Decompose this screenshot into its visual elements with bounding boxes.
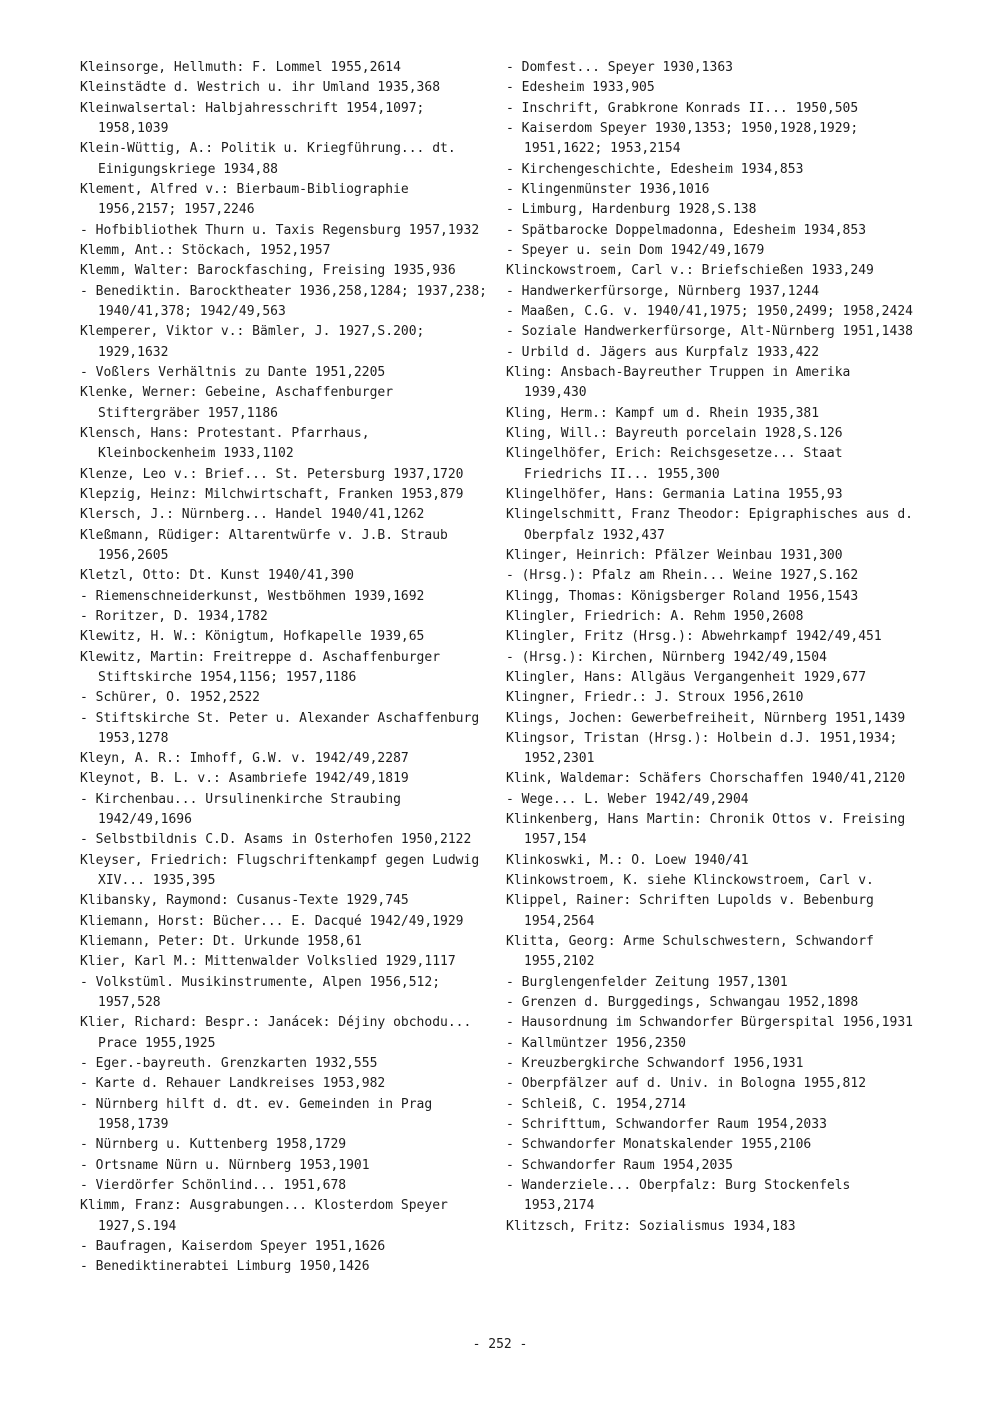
- index-entry: - Stiftskirche St. Peter u. Alexander Aschaffenburg 1953,1278: [80, 710, 480, 746]
- index-entry: Klimm, Franz: Ausgrabungen... Klosterdom Speyer 1927,S.194: [80, 1198, 448, 1234]
- index-entry: - Benediktinerabtei Limburg 1950,1426: [80, 1259, 370, 1275]
- index-entry: Klingsor, Tristan (Hrsg.): Holbein d.J. 1951,1934; 1952,2301: [506, 730, 898, 767]
- index-entry: Klitta, Georg: Arme Schulschwestern, Schwandorf 1955,2102: [506, 934, 874, 970]
- index-column-left: [80, 58, 488, 1278]
- index-entry: Klippel, Rainer: Schriften Lupolds v. Bebenburg 1954,2564: [506, 893, 874, 929]
- index-entry: - Limburg, Hardenburg 1928,S.138: [506, 202, 757, 218]
- index-entry: - Roritzer, D. 1934,1782: [80, 608, 268, 624]
- index-entry: Klingler, Fritz (Hrsg.): Abwehrkampf 1942/49,451: [506, 629, 882, 645]
- index-entry: - Schrifttum, Schwandorfer Raum 1954,2033: [506, 1117, 827, 1133]
- index-entry: - Grenzen d. Burggedings, Schwangau 1952,1898: [506, 995, 859, 1011]
- index-entry: - Maaßen, C.G. v. 1940/41,1975; 1950,2499; 1958,2424: [506, 303, 913, 319]
- index-entry: Kling: Ansbach-Bayreuther Truppen in Amerika 1939,430: [506, 364, 851, 401]
- index-entry: - Edesheim 1933,905: [506, 80, 655, 96]
- index-entry: Klensch, Hans: Protestant. Pfarrhaus, Kleinbockenheim 1933,1102: [80, 425, 370, 462]
- index-entry: - (Hrsg.): Kirchen, Nürnberg 1942/49,1504: [506, 649, 827, 665]
- index-entry: Klier, Richard: Bespr.: Janácek: Déjiny obchodu... Prace 1955,1925: [80, 1015, 472, 1051]
- index-entry: Kleyn, A. R.: Imhoff, G.W. v. 1942/49,2287: [80, 751, 409, 767]
- index-entry: Kling, Herm.: Kampf um d. Rhein 1935,381: [506, 405, 820, 421]
- index-entry: - Selbstbildnis C.D. Asams in Osterhofen 1950,2122: [80, 832, 472, 848]
- index-entry: - Wanderziele... Oberpfalz: Burg Stockenfels 1953,2174: [506, 1178, 851, 1214]
- index-entry: - Riemenschneiderkunst, Westböhmen 1939,1692: [80, 588, 425, 604]
- index-entry: - Kaiserdom Speyer 1930,1353; 1950,1928,1929; 1951,1622; 1953,2154: [506, 120, 859, 157]
- index-entry: - Spätbarocke Doppelmadonna, Edesheim 1934,853: [506, 222, 867, 238]
- index-entry: - Eger.-bayreuth. Grenzkarten 1932,555: [80, 1056, 378, 1072]
- index-entry: Klewitz, Martin: Freitreppe d. Aschaffenburger Stiftskirche 1954,1156; 1957,1186: [80, 649, 441, 685]
- page-number: - 252 -: [472, 1337, 528, 1352]
- index-entry: Kleynot, B. L. v.: Asambriefe 1942/49,1819: [80, 771, 409, 787]
- index-entry: - Inschrift, Grabkrone Konrads II... 1950,505: [506, 100, 859, 116]
- index-entry: - Hofbibliothek Thurn u. Taxis Regensburg 1957,1932: [80, 222, 480, 238]
- index-entry: - Schwandorfer Monatskalender 1955,2106: [506, 1137, 812, 1153]
- index-entry: Klibansky, Raymond: Cusanus-Texte 1929,745: [80, 893, 409, 909]
- index-entry: Klersch, J.: Nürnberg... Handel 1940/41,1262: [80, 507, 425, 523]
- index-entry: - Handwerkerfürsorge, Nürnberg 1937,1244: [506, 283, 820, 299]
- index-entry: - Kirchenbau... Ursulinenkirche Straubing 1942/49,1696: [80, 791, 401, 828]
- index-column-right: [506, 58, 914, 1237]
- index-entry: Klingner, Friedr.: J. Stroux 1956,2610: [506, 690, 804, 706]
- index-entry: Klingg, Thomas: Königsberger Roland 1956,1543: [506, 588, 859, 604]
- index-entry: Kleinstädte d. Westrich u. ihr Umland 1935,368: [80, 80, 441, 96]
- index-entry: Klingelschmitt, Franz Theodor: Epigraphisches aus d. Oberpfalz 1932,437: [506, 507, 913, 543]
- index-entry: Klinkowstroem, K. siehe Klinckowstroem, Carl v.: [506, 873, 874, 889]
- index-entry: Klewitz, H. W.: Königtum, Hofkapelle 1939,65: [80, 629, 425, 645]
- index-entry: Klenke, Werner: Gebeine, Aschaffenburger Stiftergräber 1957,1186: [80, 385, 394, 421]
- index-entry: Klement, Alfred v.: Bierbaum-Bibliographie 1956,2157; 1957,2246: [80, 181, 409, 218]
- index-entry: - Schwandorfer Raum 1954,2035: [506, 1157, 733, 1173]
- index-entry: - Schürer, O. 1952,2522: [80, 690, 261, 706]
- index-entry: - Voßlers Verhältnis zu Dante 1951,2205: [80, 364, 386, 380]
- index-entry: Klinkenberg, Hans Martin: Chronik Ottos v. Freising 1957,154: [506, 812, 906, 848]
- index-entry: - Kreuzbergkirche Schwandorf 1956,1931: [506, 1056, 804, 1072]
- index-entry: Klenze, Leo v.: Brief... St. Petersburg 1937,1720: [80, 466, 464, 482]
- index-entry: - Karte d. Rehauer Landkreises 1953,982: [80, 1076, 386, 1092]
- index-entry: Klitzsch, Fritz: Sozialismus 1934,183: [506, 1218, 796, 1234]
- index-entry: Klepzig, Heinz: Milchwirtschaft, Franken 1953,879: [80, 486, 464, 502]
- index-entry: Kleyser, Friedrich: Flugschriftenkampf gegen Ludwig XIV... 1935,395: [80, 852, 480, 889]
- index-entry: - Hausordnung im Schwandorfer Bürgerspital 1956,1931: [506, 1015, 913, 1031]
- index-entry: - (Hrsg.): Pfalz am Rhein... Weine 1927,S.162: [506, 568, 859, 584]
- index-entry: - Domfest... Speyer 1930,1363: [506, 60, 733, 75]
- index-entry: Klemperer, Viktor v.: Bämler, J. 1927,S.200; 1929,1632: [80, 324, 425, 360]
- index-entry: - Vierdörfer Schönlind... 1951,678: [80, 1178, 347, 1194]
- index-entry: Kleßmann, Rüdiger: Altarentwürfe v. J.B. Straub 1956,2605: [80, 527, 448, 563]
- index-entry: Klinger, Heinrich: Pfälzer Weinbau 1931,300: [506, 547, 843, 563]
- index-entry: Kleinwalsertal: Halbjahresschrift 1954,1097; 1958,1039: [80, 100, 425, 136]
- index-entry: Klingelhöfer, Hans: Germania Latina 1955,93: [506, 486, 843, 502]
- index-entry: Kliemann, Horst: Bücher... E. Dacqué 1942/49,1929: [80, 913, 464, 929]
- index-entry: - Baufragen, Kaiserdom Speyer 1951,1626: [80, 1239, 386, 1255]
- index-entry: Klings, Jochen: Gewerbefreiheit, Nürnberg 1951,1439: [506, 710, 906, 726]
- index-entry: Klier, Karl M.: Mittenwalder Volkslied 1929,1117: [80, 954, 456, 970]
- index-entry: - Burglengenfelder Zeitung 1957,1301: [506, 974, 788, 990]
- index-entry: - Schleiß, C. 1954,2714: [506, 1096, 687, 1112]
- index-entry: Klein-Wüttig, A.: Politik u. Kriegführung... dt. Einigungskriege 1934,88: [80, 141, 456, 177]
- index-entry: - Kallmüntzer 1956,2350: [506, 1035, 687, 1051]
- index-entry: Klingler, Hans: Allgäus Vergangenheit 1929,677: [506, 669, 867, 685]
- index-entry: - Benediktin. Barocktheater 1936,258,1284; 1937,238; 1940/41,378; 1942/49,563: [80, 283, 487, 319]
- index-entry: Klemm, Walter: Barockfasching, Freising 1935,936: [80, 263, 456, 279]
- index-entry: Klemm, Ant.: Stöckach, 1952,1957: [80, 242, 331, 258]
- index-entry: - Urbild d. Jägers aus Kurpfalz 1933,422: [506, 344, 820, 360]
- index-entry: - Nürnberg u. Kuttenberg 1958,1729: [80, 1137, 347, 1153]
- index-entry: - Soziale Handwerkerfürsorge, Alt-Nürnberg 1951,1438: [506, 324, 913, 340]
- index-entry: - Nürnberg hilft d. dt. ev. Gemeinden in Prag 1958,1739: [80, 1096, 433, 1133]
- index-entry: - Volkstüml. Musikinstrumente, Alpen 1956,512; 1957,528: [80, 974, 441, 1011]
- index-entry: - Speyer u. sein Dom 1942/49,1679: [506, 242, 765, 258]
- index-entry: - Oberpfälzer auf d. Univ. in Bologna 1955,812: [506, 1076, 867, 1092]
- index-entry: Klinkoswki, M.: O. Loew 1940/41: [506, 852, 749, 868]
- index-entry: - Wege... L. Weber 1942/49,2904: [506, 791, 749, 807]
- index-entry: Kleinsorge, Hellmuth: F. Lommel 1955,2614: [80, 60, 401, 75]
- index-entry: - Klingenmünster 1936,1016: [506, 181, 710, 197]
- index-entry: - Kirchengeschichte, Edesheim 1934,853: [506, 161, 804, 177]
- index-entry: Kletzl, Otto: Dt. Kunst 1940/41,390: [80, 568, 354, 584]
- index-entry: Kling, Will.: Bayreuth porcelain 1928,S.126: [506, 425, 843, 441]
- index-entry: - Ortsname Nürn u. Nürnberg 1953,1901: [80, 1157, 370, 1173]
- index-entry: Kliemann, Peter: Dt. Urkunde 1958,61: [80, 934, 362, 950]
- index-entry: Klingelhöfer, Erich: Reichsgesetze... Staat Friedrichs II... 1955,300: [506, 446, 843, 482]
- index-entry: Klingler, Friedrich: A. Rehm 1950,2608: [506, 608, 804, 624]
- index-entry: Klink, Waldemar: Schäfers Chorschaffen 1940/41,2120: [506, 771, 906, 787]
- index-entry: Klinckowstroem, Carl v.: Briefschießen 1933,249: [506, 263, 874, 279]
